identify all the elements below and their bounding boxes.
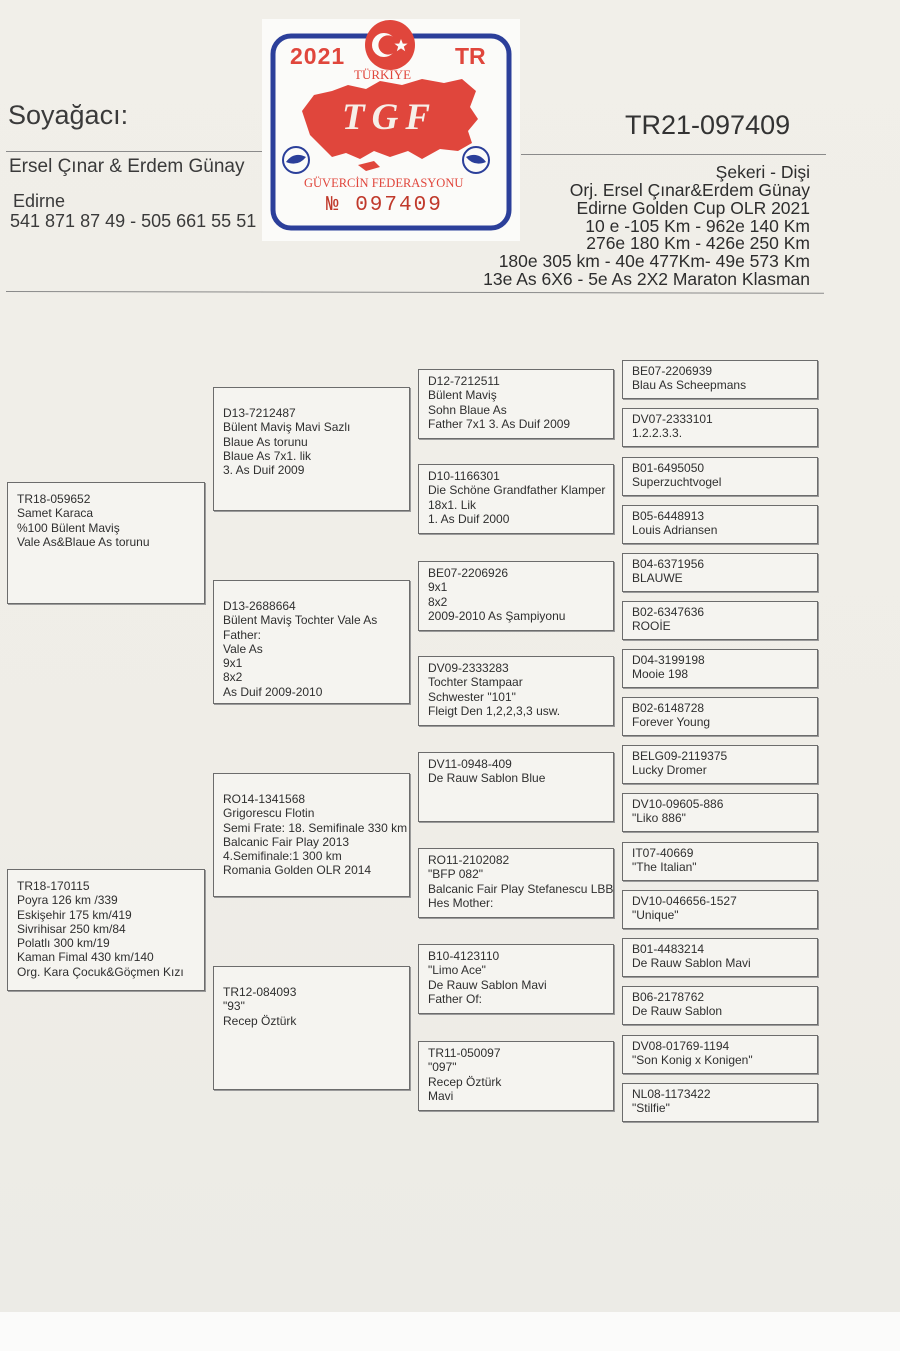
bird-detail: 3. As Duif 2009 — [223, 463, 305, 478]
bird-detail: Bülent Maviş Mavi Sazlı — [223, 420, 351, 435]
bird-detail: Org. Kara Çocuk&Göçmen Kızı — [17, 964, 184, 979]
bird-info-line: 180e 305 km - 40e 477Km- 49e 573 Km — [498, 251, 810, 271]
ring-id: TR18-170115 — [17, 879, 90, 893]
bird-detail: Romania Golden OLR 2014 — [223, 863, 372, 878]
great-grandparent-box — [418, 369, 614, 439]
bird-detail: "Unique" — [632, 908, 679, 923]
ring-id: D04-3199198 — [632, 653, 705, 667]
bird-detail: Semi Frate: 18. Semifinale 330 km — [223, 820, 408, 835]
bird-detail: Lucky Dromer — [632, 763, 707, 778]
great-grandparent-box — [418, 1041, 614, 1111]
bird-detail: Vale As&Blaue As torunu — [17, 534, 150, 549]
bird-detail: Tochter Stampaar — [428, 675, 523, 690]
bird-detail: Father: — [223, 627, 262, 642]
great-great-grandparent-box — [622, 360, 818, 399]
bird-detail: Blaue As 7x1. lik — [223, 448, 312, 463]
bird-detail: Poyra 126 km /339 — [17, 893, 118, 908]
bird-detail: 8x2 — [428, 594, 448, 609]
great-great-grandparent-box — [622, 938, 818, 977]
ring-id: DV07-2333101 — [632, 412, 713, 426]
ring-id: TR12-084093 — [223, 985, 297, 999]
bird-detail: "The Italian" — [632, 860, 697, 875]
great-great-grandparent-box — [622, 505, 818, 544]
great-great-grandparent-box — [622, 601, 818, 640]
bird-detail: Recep Öztürk — [223, 1013, 297, 1028]
great-great-grandparent-box — [622, 408, 818, 447]
ring-id: IT07-40669 — [632, 846, 694, 860]
bird-detail: Father Of: — [428, 991, 483, 1006]
page-title: Soyağacı: — [8, 100, 129, 130]
owner-phone: 541 871 87 49 - 505 661 55 51 — [10, 211, 257, 231]
great-great-grandparent-box — [622, 842, 818, 881]
bird-detail: Vale As — [223, 641, 263, 656]
great-great-grandparent-box — [622, 457, 818, 496]
bird-detail: De Rauw Sablon Mavi — [428, 977, 547, 992]
ring-id: B01-6495050 — [632, 461, 705, 475]
bird-detail: De Rauw Sablon — [632, 1004, 723, 1019]
ring-id: B04-6371956 — [632, 557, 705, 571]
ring-id: DV08-01769-1194 — [632, 1039, 730, 1053]
bird-detail: Recep Öztürk — [428, 1074, 502, 1089]
bird-detail: Balcanic Fair Play Stefanescu LBB — [428, 881, 614, 896]
stamp-country: TÜRKİYE — [354, 67, 412, 82]
ring-id: B01-4483214 — [632, 942, 705, 956]
ring-id: B02-6148728 — [632, 701, 705, 715]
bird-detail: Samet Karaca — [17, 506, 94, 521]
bird-detail: "Limo Ace" — [428, 963, 486, 978]
great-grandparent-box — [418, 464, 614, 534]
bird-detail: Blaue As torunu — [223, 434, 308, 449]
bird-detail: Kaman Fimal 430 km/140 — [17, 950, 154, 965]
bird-detail: Superzuchtvogel — [632, 475, 722, 490]
ring-id: B06-2178762 — [632, 990, 705, 1004]
bird-detail: Schwester "101" — [428, 689, 516, 704]
parent-box — [7, 482, 205, 604]
bird-detail: Hes Mother: — [428, 895, 494, 910]
ring-id: RO14-1341568 — [223, 792, 306, 806]
ring-id: DV09-2333283 — [428, 661, 509, 675]
bird-detail: "93" — [223, 999, 245, 1014]
ring-id: BE07-2206939 — [632, 364, 713, 378]
great-great-grandparent-box — [622, 697, 818, 736]
ring-id: D12-7212511 — [428, 374, 500, 388]
great-grandparent-box — [418, 561, 614, 631]
bird-detail: De Rauw Sablon Blue — [428, 771, 546, 786]
stamp-federation: GÜVERCİN FEDERASYONU — [304, 176, 464, 190]
stamp-country-code: TR — [455, 43, 486, 69]
bird-detail: Blau As Scheepmans — [632, 378, 747, 393]
ring-id: B05-6448913 — [632, 509, 705, 523]
ring-id: DV10-046656-1527 — [632, 894, 737, 908]
ring-id: DV10-09605-886 — [632, 797, 724, 811]
great-great-grandparent-box — [622, 1035, 818, 1074]
great-great-grandparent-box — [622, 890, 818, 929]
bird-detail: Mooie 198 — [632, 667, 689, 682]
ring-id: B02-6347636 — [632, 605, 705, 619]
stamp-year: 2021 — [290, 43, 346, 69]
ring-id: B10-4123110 — [428, 949, 500, 963]
header-bottom-rule — [6, 291, 824, 294]
grandparent-box — [213, 966, 410, 1090]
bird-detail: "BFP 082" — [428, 867, 483, 882]
bird-info-line: Şekeri - Dişi — [715, 162, 810, 182]
bird-detail: Grigorescu Flotin — [223, 806, 315, 821]
great-great-grandparent-box — [622, 793, 818, 832]
ring-id: D13-2688664 — [223, 599, 296, 613]
ring-id: D10-1166301 — [428, 469, 500, 483]
bird-detail: Forever Young — [632, 715, 711, 730]
great-great-grandparent-box — [622, 1083, 818, 1122]
great-great-grandparent-box — [622, 649, 818, 688]
bird-detail: "Son Konig x Konigen" — [632, 1053, 753, 1068]
pigeon-emblem-left-icon — [283, 147, 309, 173]
header-rule-right — [521, 154, 826, 155]
grandparent-box — [213, 580, 410, 704]
bird-detail: 1.2.2.3.3. — [632, 426, 683, 441]
bird-detail: Polatlı 300 km/19 — [17, 936, 110, 951]
bird-detail: 2009-2010 As Şampiyonu — [428, 608, 566, 623]
bird-info-line: 276e 180 Km - 426e 250 Km — [586, 233, 810, 253]
ring-number: TR21-097409 — [625, 110, 791, 140]
bird-detail: Sohn Blaue As — [428, 402, 507, 417]
owner-city: Edirne — [13, 191, 66, 211]
ring-id: TR11-050097 — [428, 1046, 501, 1060]
bird-detail: "Stilfie" — [632, 1101, 670, 1116]
ring-id: RO11-2102082 — [428, 853, 510, 867]
bird-detail: Sivrihisar 250 km/84 — [17, 921, 126, 936]
stamp-number: № 097409 — [326, 194, 443, 217]
grandparent-box — [213, 387, 410, 511]
great-great-grandparent-box — [622, 986, 818, 1025]
ring-id: D13-7212487 — [223, 406, 296, 420]
bottom-margin — [0, 1312, 900, 1351]
bird-detail: "097" — [428, 1060, 457, 1075]
bird-detail: ROOİE — [632, 619, 671, 634]
bird-info-line: 10 e -105 Km - 962e 140 Km — [585, 216, 810, 236]
great-grandparent-box — [418, 944, 614, 1014]
ring-id: BELG09-2119375 — [632, 749, 728, 763]
bird-detail: 1. As Duif 2000 — [428, 511, 510, 526]
bird-detail: 8x2 — [223, 670, 243, 685]
bird-detail: De Rauw Sablon Mavi — [632, 956, 751, 971]
bird-detail: Fleigt Den 1,2,2,3,3 usw. — [428, 703, 561, 718]
pigeon-emblem-right-icon — [463, 147, 489, 173]
great-grandparent-box — [418, 656, 614, 726]
ring-id: TR18-059652 — [17, 492, 91, 506]
bird-detail: 18x1. Lik — [428, 497, 477, 512]
ring-id: BE07-2206926 — [428, 566, 509, 580]
bird-detail: As Duif 2009-2010 — [223, 684, 323, 699]
great-great-grandparent-box — [622, 745, 818, 784]
bird-detail: 4.Semifinale:1 300 km — [223, 849, 342, 864]
bird-info-line: Edirne Golden Cup OLR 2021 — [576, 198, 810, 218]
bird-detail: "Liko 886" — [632, 811, 686, 826]
bird-detail: Balcanic Fair Play 2013 — [223, 834, 350, 849]
bird-detail: Father 7x1 3. As Duif 2009 — [428, 416, 571, 431]
great-great-grandparent-box — [622, 553, 818, 592]
bird-detail: Eskişehir 175 km/419 — [17, 907, 132, 922]
great-grandparent-box — [418, 752, 614, 822]
bird-detail: BLAUWE — [632, 571, 683, 586]
bird-detail: Die Schöne Grandfather Klamper — [428, 483, 606, 498]
bird-info-line: Orj. Ersel Çınar&Erdem Günay — [569, 180, 810, 200]
bird-detail: 9x1 — [223, 656, 243, 671]
bird-detail: Mavi — [428, 1088, 454, 1103]
bird-detail: Bülent Maviş — [428, 388, 497, 403]
parent-box — [7, 869, 205, 991]
owner-name: Ersel Çınar & Erdem Günay — [9, 156, 245, 177]
bird-detail: 9x1 — [428, 580, 448, 595]
bird-detail: Bülent Maviş Tochter Vale As — [223, 613, 378, 628]
header-rule-left — [6, 151, 264, 152]
federation-stamp — [262, 19, 520, 241]
ring-id: DV11-0948-409 — [428, 757, 512, 771]
grandparent-box — [213, 773, 410, 897]
bird-detail: %100 Bülent Maviş — [17, 520, 120, 535]
bird-info-line: 13e As 6X6 - 5e As 2X2 Maraton Klasman — [483, 269, 810, 289]
ring-id: NL08-1173422 — [632, 1087, 711, 1101]
stamp-logo: TGF — [342, 97, 437, 138]
bird-detail: Louis Adriansen — [632, 523, 718, 538]
great-grandparent-box — [418, 848, 614, 918]
